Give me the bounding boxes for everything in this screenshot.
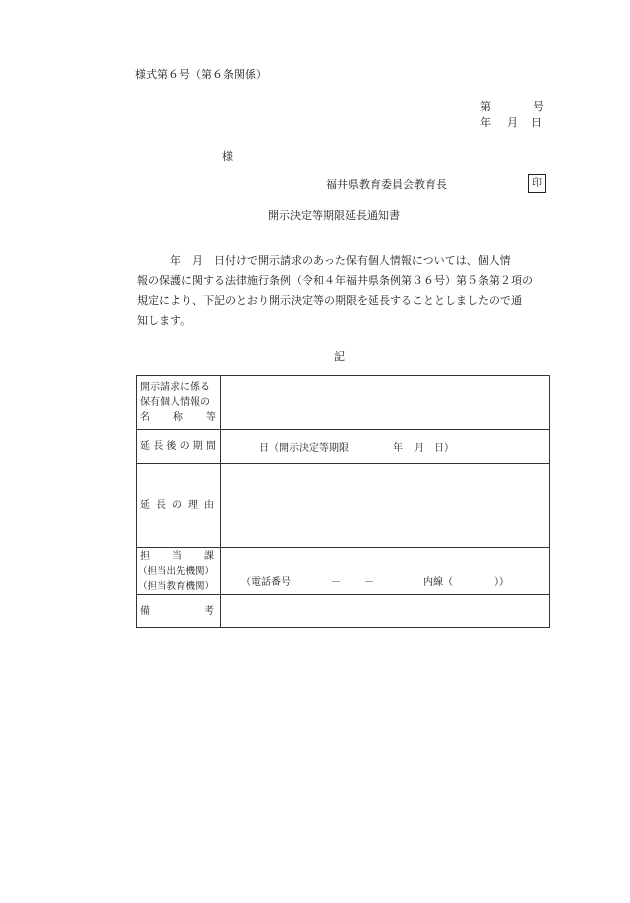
table-row <box>137 430 550 464</box>
label-remarks: 備 考 <box>137 595 221 628</box>
addressee-suffix: 様 <box>222 150 233 163</box>
doc-number-dai: 第 <box>480 100 491 113</box>
label-department: 担 当 課 （担当出先機関） （担当教育機関） <box>137 548 221 595</box>
value-extension-reason[interactable] <box>221 464 550 548</box>
value-remarks[interactable] <box>221 595 550 628</box>
date-year: 年 <box>480 116 491 129</box>
value-requested-info[interactable] <box>221 376 550 430</box>
label-requested-info: 開示請求に係る 保有個人情報の 名 称 等 <box>137 376 221 430</box>
body-line: 知します。 <box>137 314 192 327</box>
date-day: 日 <box>531 116 542 129</box>
table-row <box>137 464 550 548</box>
label-extension-reason: 延 長 の 理 由 <box>137 464 221 548</box>
issuer: 福井県教育委員会教育長 <box>326 178 447 191</box>
body-paragraph <box>137 251 550 331</box>
value-department[interactable]: （電話番号 － － 内線（ ）） <box>221 548 550 595</box>
table-row <box>137 548 550 595</box>
form-number: 様式第６号（第６条関係） <box>135 68 267 81</box>
body-line: 年 月 日付けで開示請求のあった保有個人情報については、個人情 <box>137 254 511 267</box>
body-line: 規定により、下記のとおり開示決定等の期限を延長することとしましたので通 <box>137 294 522 307</box>
doc-number-go: 号 <box>533 100 544 113</box>
table-row <box>137 376 550 430</box>
label-extended-period: 延 長 後 の 期 間 <box>137 430 221 464</box>
notice-table <box>136 375 550 628</box>
table-row <box>137 595 550 628</box>
seal-stamp: 印 <box>528 174 546 193</box>
date-month: 月 <box>507 116 518 129</box>
body-line: 報の保護に関する法律施行条例（令和４年福井県条例第３６号）第５条第２項の <box>137 274 533 287</box>
value-extended-period[interactable]: 日（開示決定等期限 年 月 日） <box>221 430 550 464</box>
document-title: 開示決定等期限延長通知書 <box>268 209 400 222</box>
ki-heading: 記 <box>334 350 345 363</box>
